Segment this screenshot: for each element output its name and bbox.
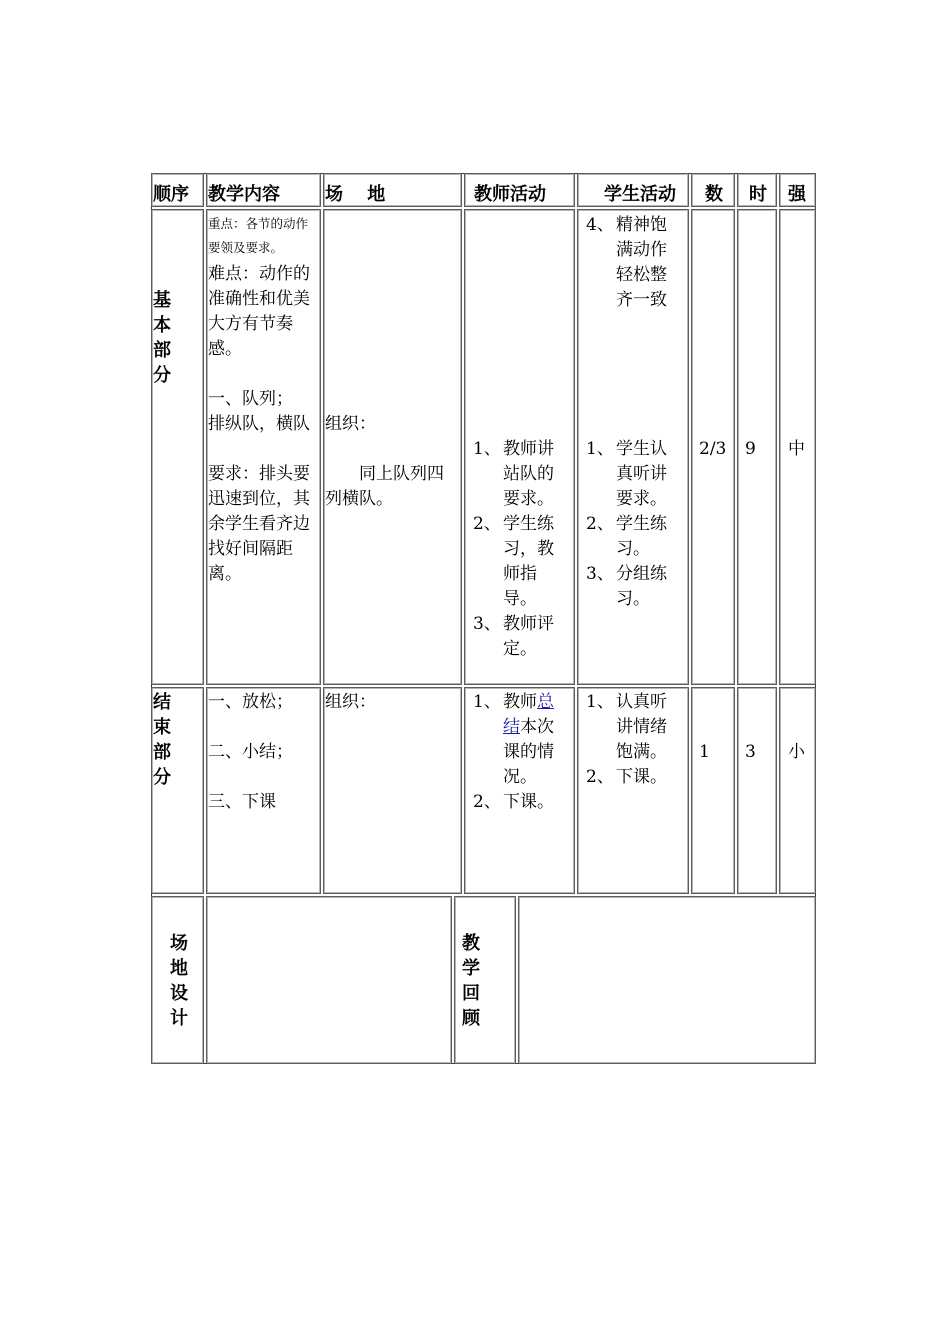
header-teacher-label: 教师活动 bbox=[474, 184, 546, 205]
ending-teacher-list bbox=[473, 690, 554, 815]
basic-section-cell bbox=[151, 209, 204, 685]
header-count-label: 数 bbox=[705, 184, 723, 205]
summary-link-2[interactable]: 结 bbox=[503, 717, 520, 737]
basic-teacher-list bbox=[473, 437, 554, 662]
header-student-label: 学生活动 bbox=[604, 184, 676, 205]
ending-time-value: 3 bbox=[745, 742, 756, 762]
basic-intensity-cell bbox=[779, 209, 816, 685]
header-time bbox=[737, 173, 777, 207]
list-item: 4、 精神饱 满动作 轻松整 齐一致 bbox=[586, 215, 667, 310]
header-venue-label: 场 地 bbox=[325, 184, 386, 205]
header-intensity bbox=[779, 173, 816, 207]
header-content bbox=[206, 173, 321, 207]
header-order-label: 顺序 bbox=[153, 184, 189, 205]
list-item: 2、 学生练 习，教 师指 导。 bbox=[473, 514, 554, 609]
header-intensity-label: 强 bbox=[788, 184, 806, 205]
ending-time-cell bbox=[737, 687, 777, 894]
ending-venue-cell bbox=[323, 687, 462, 894]
header-content-label: 教学内容 bbox=[208, 184, 280, 205]
site-design-area bbox=[206, 896, 452, 1064]
ending-intensity-value: 小 bbox=[788, 742, 805, 762]
site-design-label: 场 地 设 计 bbox=[170, 933, 188, 1029]
basic-student-list bbox=[586, 437, 667, 612]
list-item: 2、 学生练 习。 bbox=[586, 514, 667, 559]
list-item: 2、 下课。 bbox=[586, 767, 667, 787]
basic-student-top bbox=[586, 213, 667, 313]
basic-venue-text: 组织： 同上队列四 列横队。 bbox=[325, 414, 444, 509]
ending-content-text: 一、放松； 二、小结； 三、下课 bbox=[208, 692, 293, 812]
basic-student-cell bbox=[577, 209, 689, 685]
ending-count-value: 1 bbox=[699, 742, 710, 762]
ending-section-cell bbox=[151, 687, 204, 894]
list-item: 1、 学生认 真听讲 要求。 bbox=[586, 439, 667, 509]
ending-content-cell bbox=[206, 687, 321, 894]
basic-time-value: 9 bbox=[745, 439, 756, 459]
header-venue bbox=[323, 173, 462, 207]
ending-teacher-cell bbox=[464, 687, 575, 894]
teaching-review-label: 教 学 回 顾 bbox=[462, 933, 480, 1029]
header-teacher bbox=[464, 173, 575, 207]
basic-count-cell bbox=[691, 209, 735, 685]
summary-link-1[interactable]: 总 bbox=[537, 692, 554, 712]
basic-venue-cell bbox=[323, 209, 462, 685]
ending-count-cell bbox=[691, 687, 735, 894]
ending-section-label: 结 束 部 分 bbox=[153, 692, 171, 788]
teaching-review-area bbox=[518, 896, 816, 1064]
list-item: 1、 教师讲 站队的 要求。 bbox=[473, 439, 554, 509]
header-order bbox=[151, 173, 204, 207]
basic-teacher-cell bbox=[464, 209, 575, 685]
ending-intensity-cell bbox=[779, 687, 816, 894]
basic-content-text: 难点：动作的 准确性和优美 大方有节奏 感。 一、队列； 排纵队，横队 要求：排头要 迅速到位，其 余学生看齐边 找好间隔距 离。 bbox=[208, 264, 310, 584]
ending-venue-text: 组织： bbox=[325, 692, 376, 712]
basic-intensity-value: 中 bbox=[788, 439, 805, 459]
site-design-label-cell bbox=[151, 896, 204, 1064]
ending-student-list bbox=[586, 690, 667, 790]
list-item: 3、 教师评 定。 bbox=[473, 614, 554, 659]
ending-student-cell bbox=[577, 687, 689, 894]
header-count bbox=[691, 173, 735, 207]
header-student bbox=[577, 173, 689, 207]
basic-section-label: 基 本 部 分 bbox=[153, 290, 171, 386]
basic-time-cell bbox=[737, 209, 777, 685]
list-item: 3、 分组练 习。 bbox=[586, 564, 667, 609]
list-item: 1、 教师总 结本次 课的情 况。 bbox=[473, 692, 554, 787]
teaching-review-label-cell bbox=[454, 896, 516, 1064]
basic-content-cell bbox=[206, 209, 321, 685]
list-item: 1、 认真听 讲情绪 饱满。 bbox=[586, 692, 667, 762]
basic-key-points: 重点：各节的动作 要领及要求。 bbox=[208, 216, 309, 255]
list-item: 2、 下课。 bbox=[473, 792, 554, 812]
header-time-label: 时 bbox=[749, 184, 767, 205]
basic-count-value: 2/3 bbox=[699, 439, 727, 459]
